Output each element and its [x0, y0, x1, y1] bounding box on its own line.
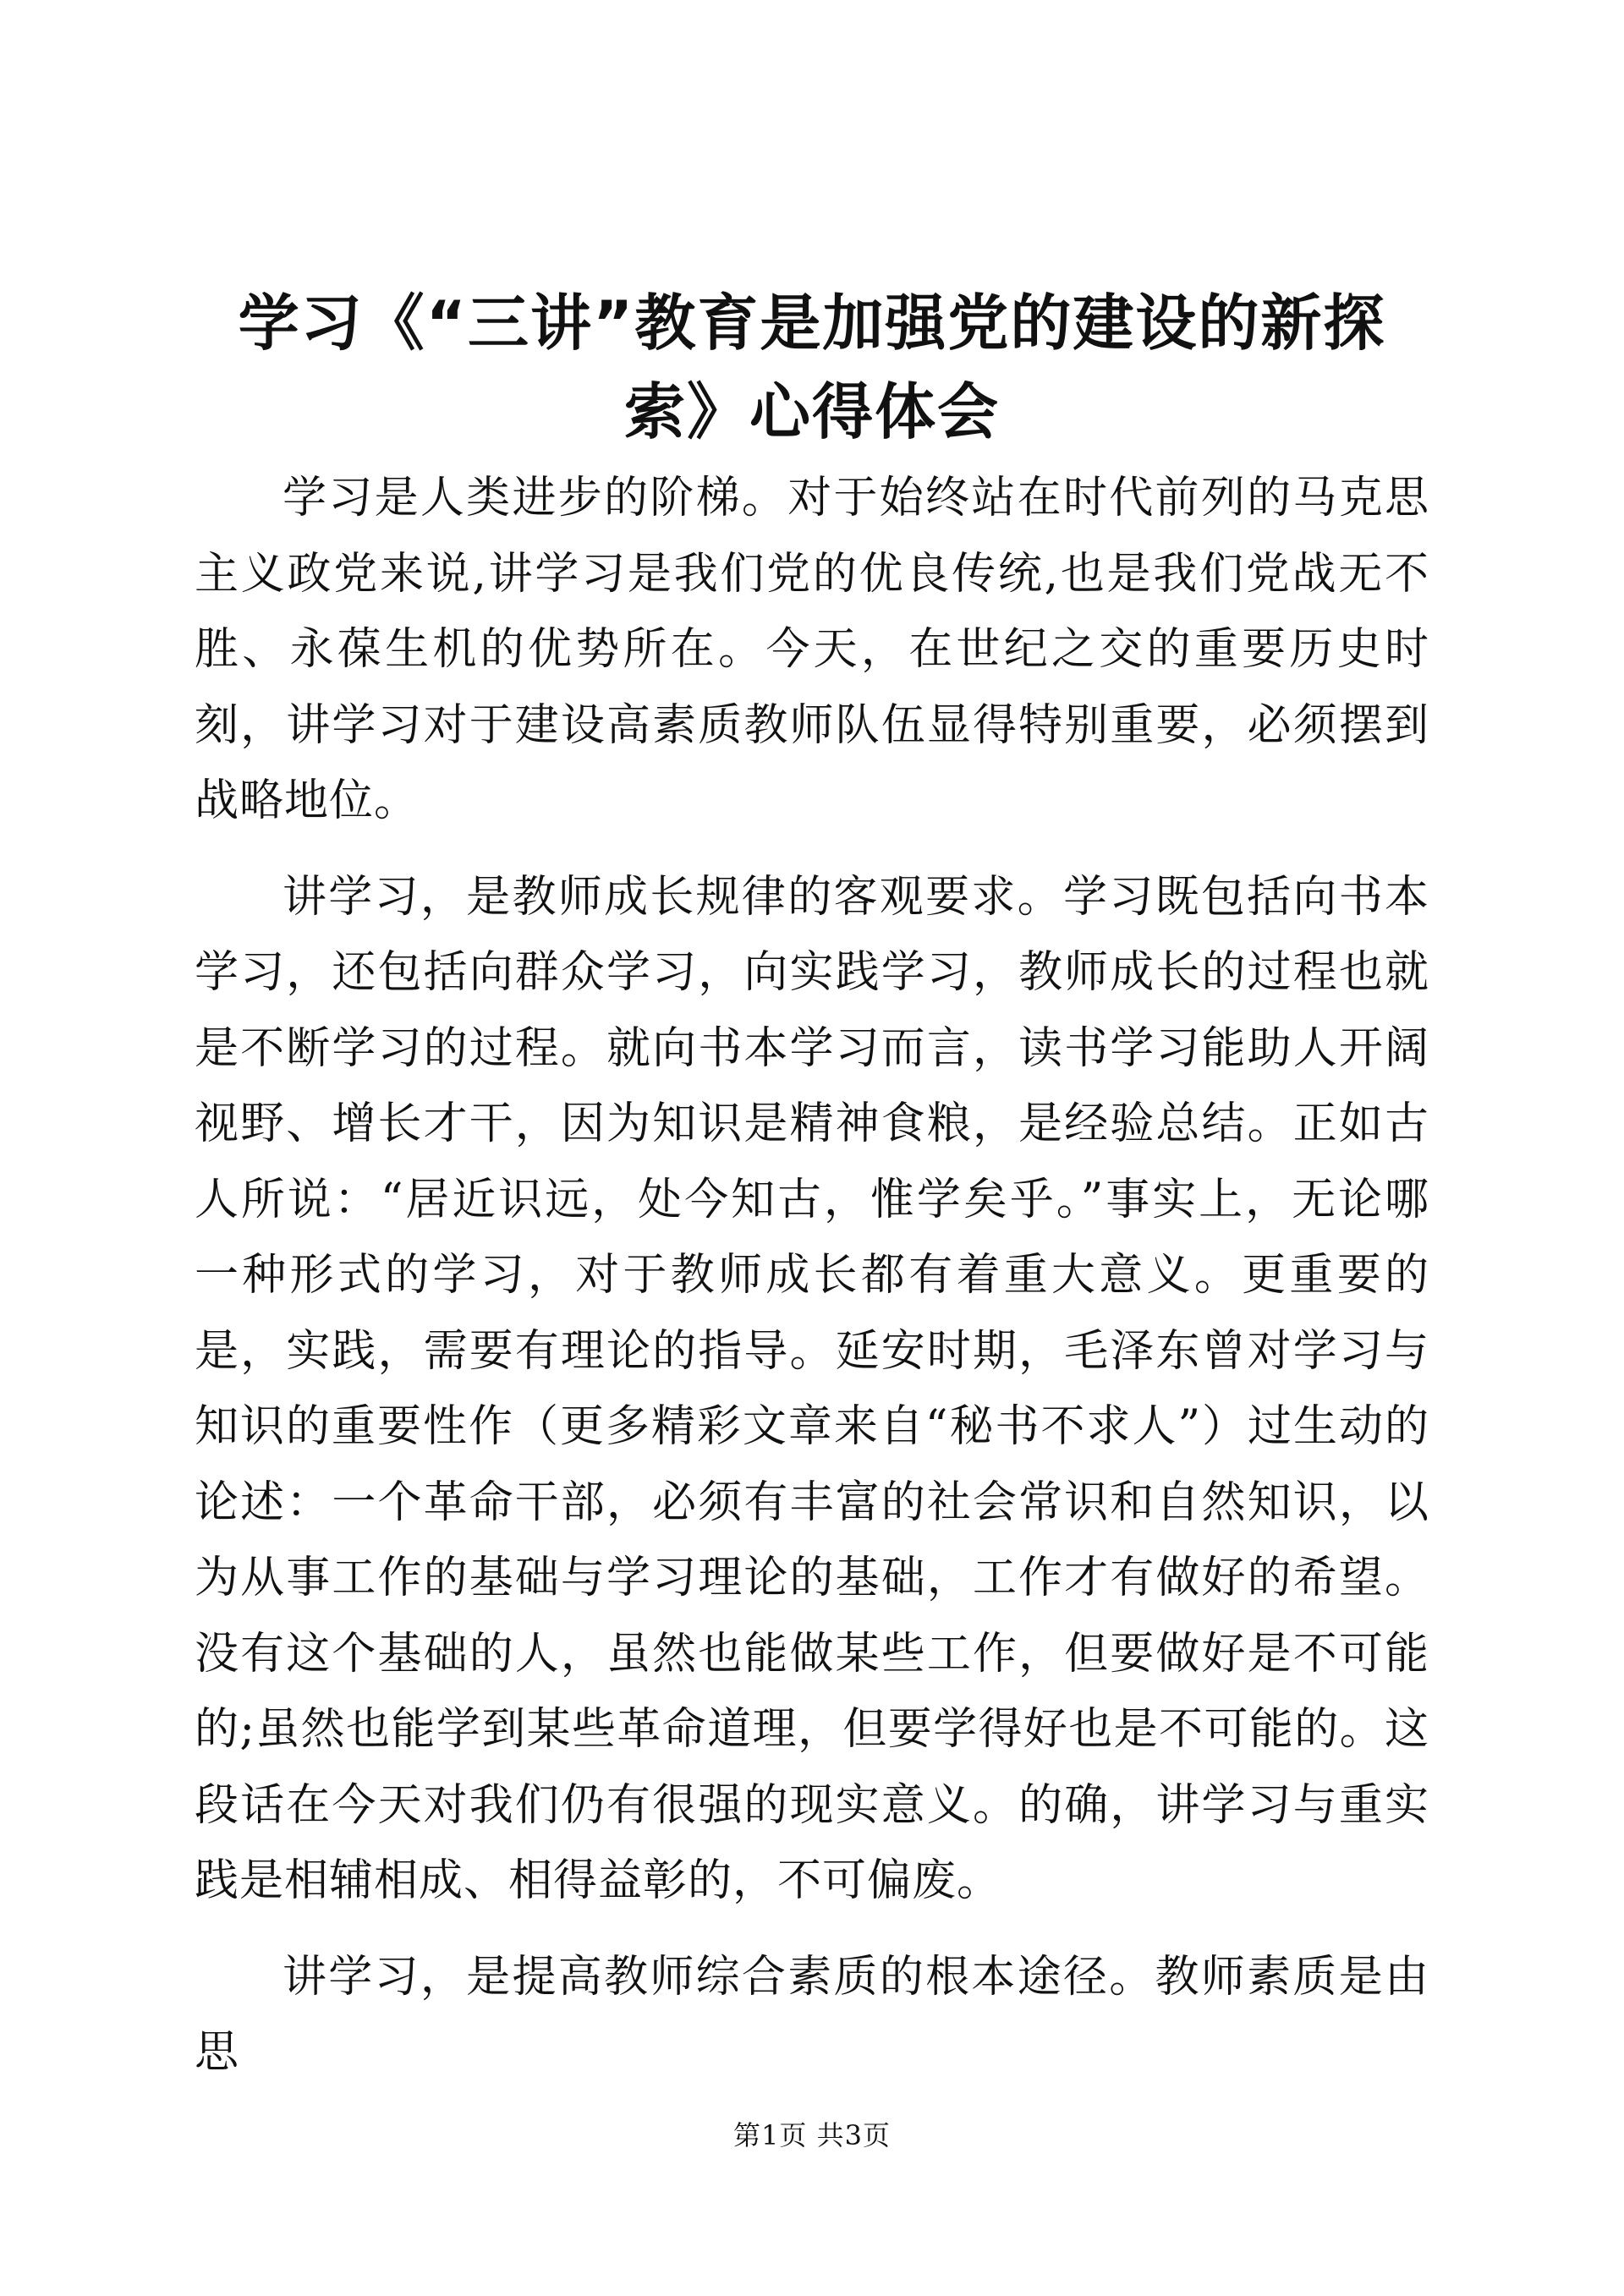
- document-body: [195, 461, 1429, 2091]
- document-title: [195, 279, 1429, 457]
- title-line-1: 学习《“三讲”教育是加强党的建设的新探: [238, 288, 1386, 359]
- paragraph-2: 讲学习，是教师成长规律的客观要求。学习既包括向书本学习，还包括向群众学习，向实践学习，教师成长的过程也就是不断学习的过程。就向书本学习而言，读书学习能助人开阔视野、增长才干，因为知识是精神食粮，是经验总结。正如古人所说：“居近识远，处今知古，惟学矣乎。”事实上，无论哪一种形式的学习，对于教师成长都有着重大意义。更重要的是，实践，需要有理论的指导。延安时期，毛泽东曾对学习与知识的重要性作（更多精彩文章来自“秘书不求人”）过生动的论述：一个革命干部，必须有丰富的社会常识和自然知识，以为从事工作的基础与学习理论的基础，工作才有做好的希望。没有这个基础的人，虽然也能做某些工作，但要做好是不可能的;虽然也能学到某些革命道理，但要学得好也是不可能的。这段话在今天对我们仍有很强的现实意义。的确，讲学习与重实践是相辅相成、相得益彰的，不可偏废。: [195, 871, 1429, 1906]
- paragraph-3: 讲学习，是提高教师综合素质的根本途径。教师素质是由思: [195, 1951, 1429, 2078]
- paragraph-1: 学习是人类进步的阶梯。对于始终站在时代前列的马克思主义政党来说,讲学习是我们党的优良传统,也是我们党战无不胜、永葆生机的优势所在。今天，在世纪之交的重要历史时刻，讲学习对于建设高素质教师队伍显得特别重要，必须摆到战略地位。: [195, 473, 1429, 826]
- page-number-footer: 第1页 共3页: [733, 2119, 891, 2151]
- title-line-2: 索》心得体会: [623, 376, 1000, 447]
